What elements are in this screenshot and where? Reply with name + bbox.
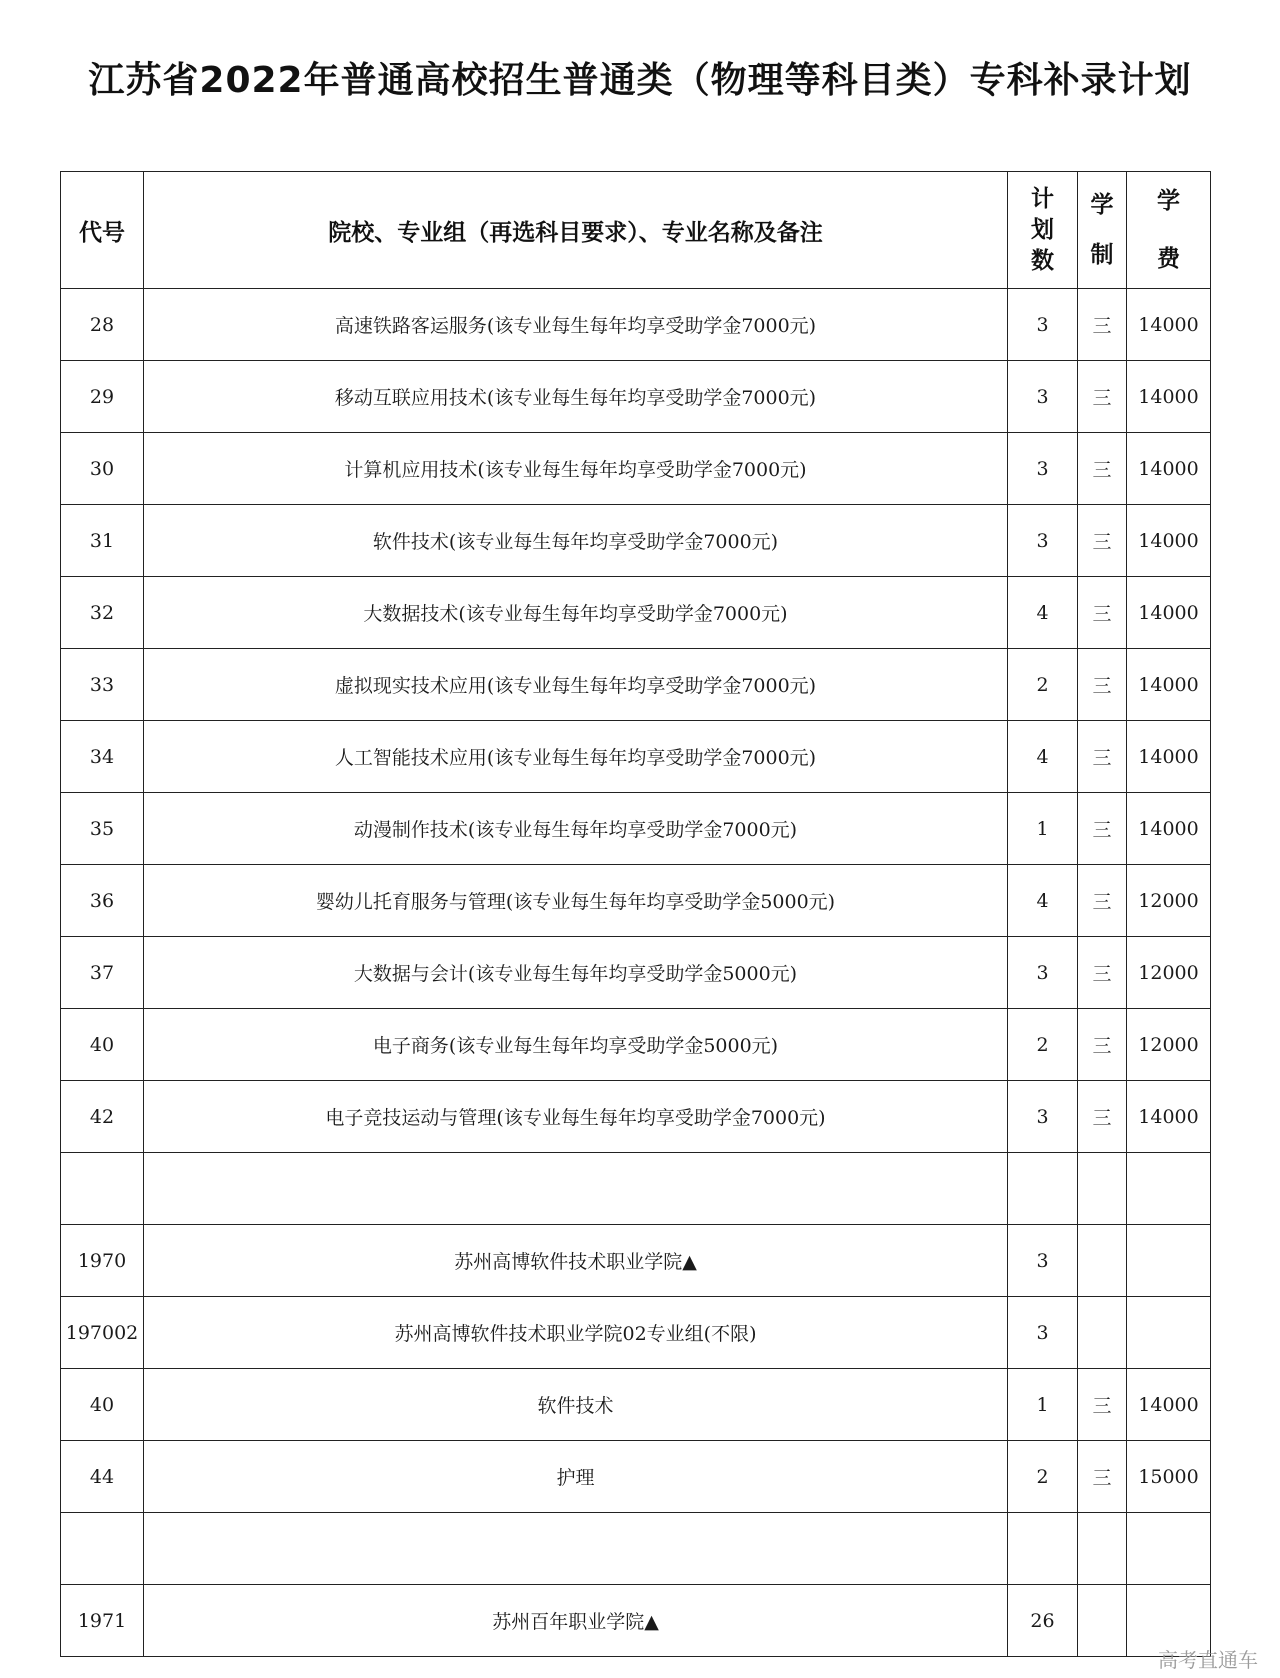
table-row: [61, 1225, 1211, 1297]
cell-years: 三: [1078, 1081, 1127, 1153]
cell-plan: 3: [1008, 1225, 1078, 1297]
cell-code: 29: [61, 361, 144, 433]
cell-fee: 14000: [1127, 361, 1211, 433]
table-header-row: [61, 172, 1211, 289]
cell-plan: 3: [1008, 433, 1078, 505]
cell-code: 40: [61, 1369, 144, 1441]
table-row: [61, 865, 1211, 937]
cell-code: 34: [61, 721, 144, 793]
watermark: 高考直通车: [1158, 1648, 1258, 1672]
cell-plan: 1: [1008, 1369, 1078, 1441]
cell-fee: 14000: [1127, 1369, 1211, 1441]
table-row: [61, 1585, 1211, 1657]
cell-plan: 3: [1008, 289, 1078, 361]
cell-fee: 14000: [1127, 433, 1211, 505]
cell-years: [1078, 1585, 1127, 1657]
enrollment-plan-table: [60, 171, 1211, 1657]
cell-years: [1078, 1225, 1127, 1297]
table-row: [61, 1513, 1211, 1585]
header-name: 院校、专业组（再选科目要求）、专业名称及备注: [144, 172, 1008, 289]
cell-plan: 26: [1008, 1585, 1078, 1657]
cell-code: 197002: [61, 1297, 144, 1369]
cell-years: 三: [1078, 577, 1127, 649]
cell-years: 三: [1078, 433, 1127, 505]
table-body: [61, 289, 1211, 1657]
page-title: 江苏省2022年普通高校招生普通类（物理等科目类）专科补录计划: [88, 60, 1192, 101]
table-row: [61, 433, 1211, 505]
cell-name: 电子商务(该专业每生每年均享受助学金5000元): [144, 1009, 1008, 1081]
cell-name: 高速铁路客运服务(该专业每生每年均享受助学金7000元): [144, 289, 1008, 361]
cell-code: 33: [61, 649, 144, 721]
header-code: 代号: [61, 172, 144, 289]
cell-code: 37: [61, 937, 144, 1009]
cell-plan: 4: [1008, 865, 1078, 937]
cell-years: 三: [1078, 793, 1127, 865]
cell-plan: 2: [1008, 649, 1078, 721]
cell-plan: 3: [1008, 361, 1078, 433]
cell-code: 44: [61, 1441, 144, 1513]
cell-name: [144, 1153, 1008, 1225]
cell-plan: [1008, 1513, 1078, 1585]
table-row: [61, 361, 1211, 433]
cell-name: 移动互联应用技术(该专业每生每年均享受助学金7000元): [144, 361, 1008, 433]
cell-fee: [1127, 1513, 1211, 1585]
cell-fee: [1127, 1153, 1211, 1225]
table-row: [61, 289, 1211, 361]
cell-name: 人工智能技术应用(该专业每生每年均享受助学金7000元): [144, 721, 1008, 793]
cell-years: 三: [1078, 1441, 1127, 1513]
header-plan-char-2: 划: [1031, 216, 1054, 243]
table-row: [61, 649, 1211, 721]
cell-code: 30: [61, 433, 144, 505]
cell-name: 大数据与会计(该专业每生每年均享受助学金5000元): [144, 937, 1008, 1009]
cell-fee: [1127, 1297, 1211, 1369]
cell-name: 苏州百年职业学院▲: [144, 1585, 1008, 1657]
cell-name: 苏州高博软件技术职业学院▲: [144, 1225, 1008, 1297]
cell-fee: 14000: [1127, 1081, 1211, 1153]
cell-plan: 2: [1008, 1441, 1078, 1513]
table-row: [61, 793, 1211, 865]
cell-fee: 12000: [1127, 865, 1211, 937]
cell-years: [1078, 1297, 1127, 1369]
header-fee-char-1: 学: [1157, 188, 1180, 214]
cell-name: 虚拟现实技术应用(该专业每生每年均享受助学金7000元): [144, 649, 1008, 721]
cell-code: 32: [61, 577, 144, 649]
cell-plan: 3: [1008, 937, 1078, 1009]
cell-name: 软件技术(该专业每生每年均享受助学金7000元): [144, 505, 1008, 577]
header-fee: [1127, 172, 1211, 289]
table-row: [61, 1009, 1211, 1081]
cell-fee: 12000: [1127, 1009, 1211, 1081]
cell-years: [1078, 1153, 1127, 1225]
cell-name: 动漫制作技术(该专业每生每年均享受助学金7000元): [144, 793, 1008, 865]
cell-name: 苏州高博软件技术职业学院02专业组(不限): [144, 1297, 1008, 1369]
cell-plan: 4: [1008, 721, 1078, 793]
cell-code: 36: [61, 865, 144, 937]
cell-name: 护理: [144, 1441, 1008, 1513]
cell-fee: 12000: [1127, 937, 1211, 1009]
cell-years: 三: [1078, 865, 1127, 937]
cell-code: 40: [61, 1009, 144, 1081]
header-years-char-2: 制: [1090, 242, 1114, 268]
cell-fee: 14000: [1127, 721, 1211, 793]
cell-fee: 14000: [1127, 793, 1211, 865]
cell-plan: 3: [1008, 505, 1078, 577]
cell-name: 婴幼儿托育服务与管理(该专业每生每年均享受助学金5000元): [144, 865, 1008, 937]
cell-name: 计算机应用技术(该专业每生每年均享受助学金7000元): [144, 433, 1008, 505]
header-years: [1078, 172, 1127, 289]
cell-code: [61, 1153, 144, 1225]
cell-years: 三: [1078, 1369, 1127, 1441]
cell-name: 软件技术: [144, 1369, 1008, 1441]
cell-code: 35: [61, 793, 144, 865]
cell-years: 三: [1078, 289, 1127, 361]
cell-fee: [1127, 1225, 1211, 1297]
cell-plan: 1: [1008, 793, 1078, 865]
cell-name: 电子竞技运动与管理(该专业每生每年均享受助学金7000元): [144, 1081, 1008, 1153]
cell-code: 1970: [61, 1225, 144, 1297]
table-row: [61, 1441, 1211, 1513]
cell-code: [61, 1513, 144, 1585]
cell-fee: 14000: [1127, 649, 1211, 721]
cell-code: 28: [61, 289, 144, 361]
cell-code: 1971: [61, 1585, 144, 1657]
cell-fee: 14000: [1127, 505, 1211, 577]
cell-code: 31: [61, 505, 144, 577]
cell-fee: 14000: [1127, 289, 1211, 361]
table-row: [61, 505, 1211, 577]
table-row: [61, 937, 1211, 1009]
header-plan: [1008, 172, 1078, 289]
table-row: [61, 1297, 1211, 1369]
cell-years: 三: [1078, 721, 1127, 793]
table-row: [61, 577, 1211, 649]
cell-plan: 4: [1008, 577, 1078, 649]
header-plan-char-1: 计: [1031, 185, 1054, 212]
cell-plan: 3: [1008, 1081, 1078, 1153]
cell-years: [1078, 1513, 1127, 1585]
cell-fee: 15000: [1127, 1441, 1211, 1513]
cell-years: 三: [1078, 361, 1127, 433]
cell-fee: 14000: [1127, 577, 1211, 649]
header-plan-char-3: 数: [1031, 247, 1054, 274]
table-row: [61, 721, 1211, 793]
cell-name: 大数据技术(该专业每生每年均享受助学金7000元): [144, 577, 1008, 649]
cell-plan: 2: [1008, 1009, 1078, 1081]
cell-plan: 3: [1008, 1297, 1078, 1369]
cell-code: 42: [61, 1081, 144, 1153]
cell-plan: [1008, 1153, 1078, 1225]
header-fee-char-2: 费: [1157, 246, 1180, 272]
table-row: [61, 1081, 1211, 1153]
header-years-char-1: 学: [1090, 192, 1114, 218]
table-row: [61, 1369, 1211, 1441]
cell-years: 三: [1078, 937, 1127, 1009]
cell-years: 三: [1078, 649, 1127, 721]
cell-name: [144, 1513, 1008, 1585]
cell-years: 三: [1078, 1009, 1127, 1081]
cell-years: 三: [1078, 505, 1127, 577]
table-row: [61, 1153, 1211, 1225]
